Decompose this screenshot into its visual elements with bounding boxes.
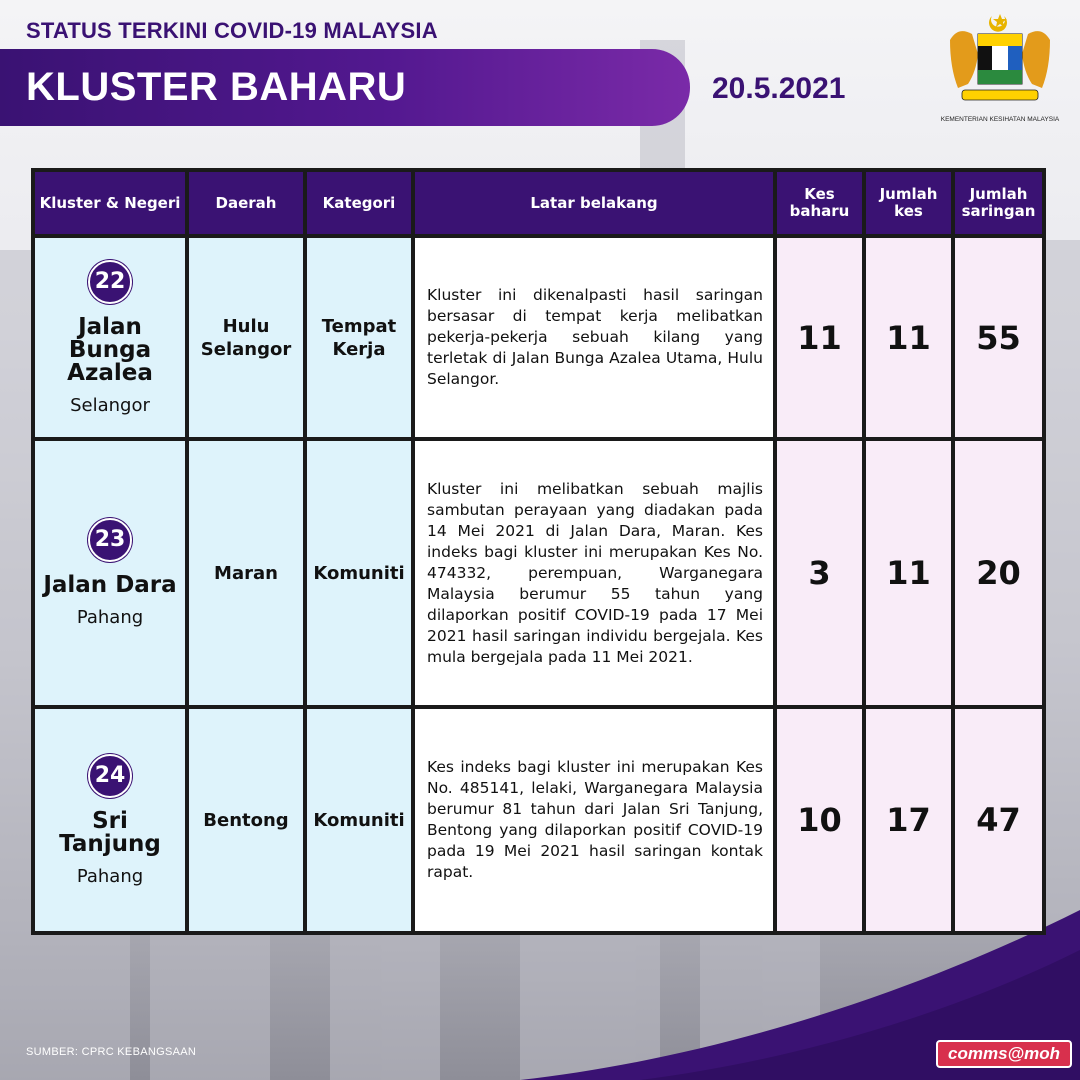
district-cell (187, 707, 305, 933)
cluster-state: Pahang (76, 865, 144, 887)
new-cases-value: 10 (797, 801, 842, 839)
total-cases-cell (864, 236, 953, 439)
total-screening-value: 20 (976, 554, 1021, 592)
table-row (33, 236, 1044, 439)
header-category: Kategori (305, 170, 413, 236)
new-cases-cell (775, 439, 864, 707)
comms-moh-badge: comms@moh (936, 1040, 1072, 1068)
category-cell (305, 439, 413, 707)
cluster-cell (33, 236, 187, 439)
cluster-number-badge: 23 (88, 518, 132, 562)
header-new-cases: Kes baharu (775, 170, 864, 236)
category-text: Komuniti (313, 562, 405, 584)
total-screening-cell (953, 236, 1044, 439)
background-text: Kluster ini dikenalpasti hasil saringan bersasar di tempat kerja melibatkan pekerja-pekerja sebuah kilang yang terletak di Jalan Bunga Azalea Utama, Hulu Selangor. (427, 286, 763, 388)
new-cases-value: 11 (797, 318, 842, 357)
header-district: Daerah (187, 170, 305, 236)
category-cell (305, 236, 413, 439)
district-text: Maran (214, 562, 278, 584)
cluster-number-badge: 22 (88, 260, 132, 304)
new-cases-cell (775, 236, 864, 439)
new-cases-value: 3 (808, 554, 831, 592)
cluster-cell (33, 707, 187, 933)
cluster-name: Jalan Dara (43, 572, 177, 598)
cluster-state: Selangor (70, 394, 150, 416)
total-cases-cell (864, 439, 953, 707)
total-cases-cell (864, 707, 953, 933)
background-cell (413, 236, 775, 439)
total-screening-value: 47 (976, 801, 1021, 839)
total-screening-value: 55 (976, 318, 1021, 357)
report-date: 20.5.2021 (712, 72, 846, 105)
cluster-name: Jalan Bunga Azalea (67, 313, 153, 386)
total-screening-cell (953, 439, 1044, 707)
ministry-name: KEMENTERIAN KESIHATAN MALAYSIA (940, 116, 1060, 123)
header-total-cases: Jumlah kes (864, 170, 953, 236)
header-total-screening: Jumlah saringan (953, 170, 1044, 236)
table-row (33, 439, 1044, 707)
category-text: Komuniti (313, 809, 405, 831)
background-cell (413, 707, 775, 933)
cluster-cell (33, 439, 187, 707)
header-background: Latar belakang (413, 170, 775, 236)
cluster-number-badge: 24 (88, 754, 132, 798)
title-banner (0, 49, 690, 126)
header-cluster: Kluster & Negeri (33, 170, 187, 236)
cluster-table (31, 168, 1046, 935)
coat-of-arms-logo (940, 10, 1060, 110)
district-text: Bentong (203, 809, 289, 831)
district-cell (187, 439, 305, 707)
cluster-state: Pahang (76, 607, 144, 628)
background-text: Kes indeks bagi kluster ini merupakan Kes No. 485141, lelaki, Warganegara Malaysia berumur 81 tahun dari Jalan Sri Tanjung, Bentong yang dilaporkan positif COVID-19 pada 19 Mei 2021 hasil saringan kontak rapat. (427, 758, 763, 881)
source-note: SUMBER: CPRC KEBANGSAAN (26, 1046, 197, 1058)
table-header-row (33, 170, 1044, 236)
category-text: Tempat Kerja (321, 315, 397, 360)
district-text: Hulu Selangor (200, 315, 292, 360)
table-row (33, 707, 1044, 933)
background-cell (413, 439, 775, 707)
total-screening-cell (953, 707, 1044, 933)
cluster-name: Sri Tanjung (59, 807, 161, 857)
page-title: KLUSTER BAHARU (26, 65, 407, 109)
total-cases-value: 17 (886, 801, 931, 839)
supertitle: STATUS TERKINI COVID-19 MALAYSIA (26, 18, 438, 43)
district-cell (187, 236, 305, 439)
background-text: Kluster ini melibatkan sebuah majlis sambutan perayaan yang diadakan pada 14 Mei 2021 di Jalan Dara, Maran. Kes indeks bagi kluster ini merupakan Kes No. 474332, perempuan, Warganegara Malaysia berumur 55 tahun yang dilaporkan positif COVID-19 pada 17 Mei 2021 hasil saringan individu bergejala. Kes mula bergejala pada 11 Mei 2021. (427, 479, 763, 666)
total-cases-value: 11 (886, 554, 931, 592)
total-cases-value: 11 (886, 318, 931, 357)
new-cases-cell (775, 707, 864, 933)
category-cell (305, 707, 413, 933)
